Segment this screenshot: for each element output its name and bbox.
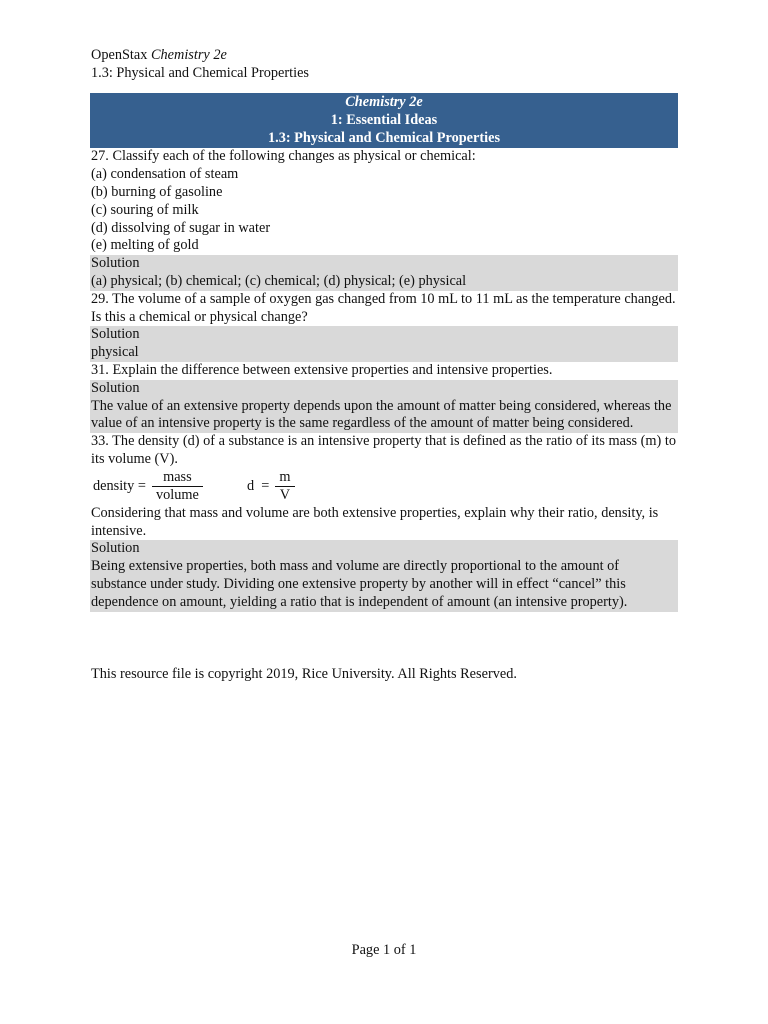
- title-band-chapter: 1: Essential Ideas: [330, 111, 438, 128]
- solution-label: Solution: [91, 379, 140, 396]
- solution-text: Being extensive properties, both mass and volume are directly proportional to the amount of substance under study. Dividing one extensive property by another will in effect “cancel” this dependence on amount, yielding a ratio that is independent of amount (an intensive property).: [91, 558, 628, 610]
- copyright-notice: This resource file is copyright 2019, Rice University. All Rights Reserved.: [91, 666, 517, 682]
- formula-lhs: d =: [247, 477, 270, 494]
- solution-33: [90, 540, 678, 611]
- header-section: 1.3: Physical and Chemical Properties: [91, 65, 309, 81]
- formula-numerator: mass: [163, 469, 192, 486]
- formula-denominator: V: [279, 487, 291, 504]
- formula-numerator: m: [279, 469, 291, 486]
- formula-lhs: density =: [93, 477, 146, 494]
- title-band-section: 1.3: Physical and Chemical Properties: [267, 129, 501, 146]
- question-29: [90, 291, 678, 327]
- solution-label: Solution: [91, 255, 140, 272]
- question-prompt: 29. The volume of a sample of oxygen gas changed from 10 mL to 11 mL as the temperature changed. Is this a chemical or physical change?: [91, 290, 676, 325]
- header-publisher: OpenStax: [91, 47, 148, 63]
- question-item: (e) melting of gold: [91, 237, 199, 254]
- solution-text: The value of an extensive property depends upon the amount of matter being considered, whereas the value of an intensive property is the same regardless of the amount of matter being considered.: [91, 397, 672, 432]
- page-number: Page 1 of 1: [351, 942, 417, 958]
- question-31: [90, 362, 678, 380]
- solution-31: [90, 380, 678, 433]
- density-formula-symbols: [247, 469, 295, 505]
- question-33: [90, 433, 678, 540]
- solution-29: [90, 326, 678, 362]
- question-prompt: 27. Classify each of the following changes as physical or chemical:: [91, 148, 476, 165]
- question-follow-up: Considering that mass and volume are both extensive properties, explain why their ratio, density, is intensive.: [91, 504, 659, 539]
- header-book-title: Chemistry 2e: [150, 47, 227, 63]
- question-prompt: 31. Explain the difference between extensive properties and intensive properties.: [91, 361, 553, 378]
- solution-label: Solution: [91, 326, 140, 343]
- problem-table: [90, 93, 678, 612]
- formula-fraction: [275, 469, 294, 504]
- solution-label: Solution: [91, 540, 140, 557]
- solution-text: physical: [91, 344, 139, 361]
- formula-denominator: volume: [155, 487, 199, 504]
- page-header: [91, 47, 691, 83]
- header-book-line: [91, 47, 691, 65]
- density-formulas: [91, 469, 677, 505]
- title-band-book: Chemistry 2e: [345, 94, 423, 110]
- question-item: (c) souring of milk: [91, 201, 199, 218]
- solution-27: [90, 255, 678, 291]
- question-item: (d) dissolving of sugar in water: [91, 219, 271, 236]
- solution-text: (a) physical; (b) chemical; (c) chemical; (d) physical; (e) physical: [91, 272, 467, 289]
- question-item: (b) burning of gasoline: [91, 183, 223, 200]
- formula-fraction: [152, 469, 203, 504]
- density-formula-words: [93, 469, 203, 505]
- title-band: [90, 93, 678, 148]
- question-27: [90, 148, 678, 255]
- question-item: (a) condensation of steam: [91, 166, 239, 183]
- question-prompt: 33. The density (d) of a substance is an intensive property that is defined as the ratio of its mass (m) to its volume (V).: [91, 433, 676, 467]
